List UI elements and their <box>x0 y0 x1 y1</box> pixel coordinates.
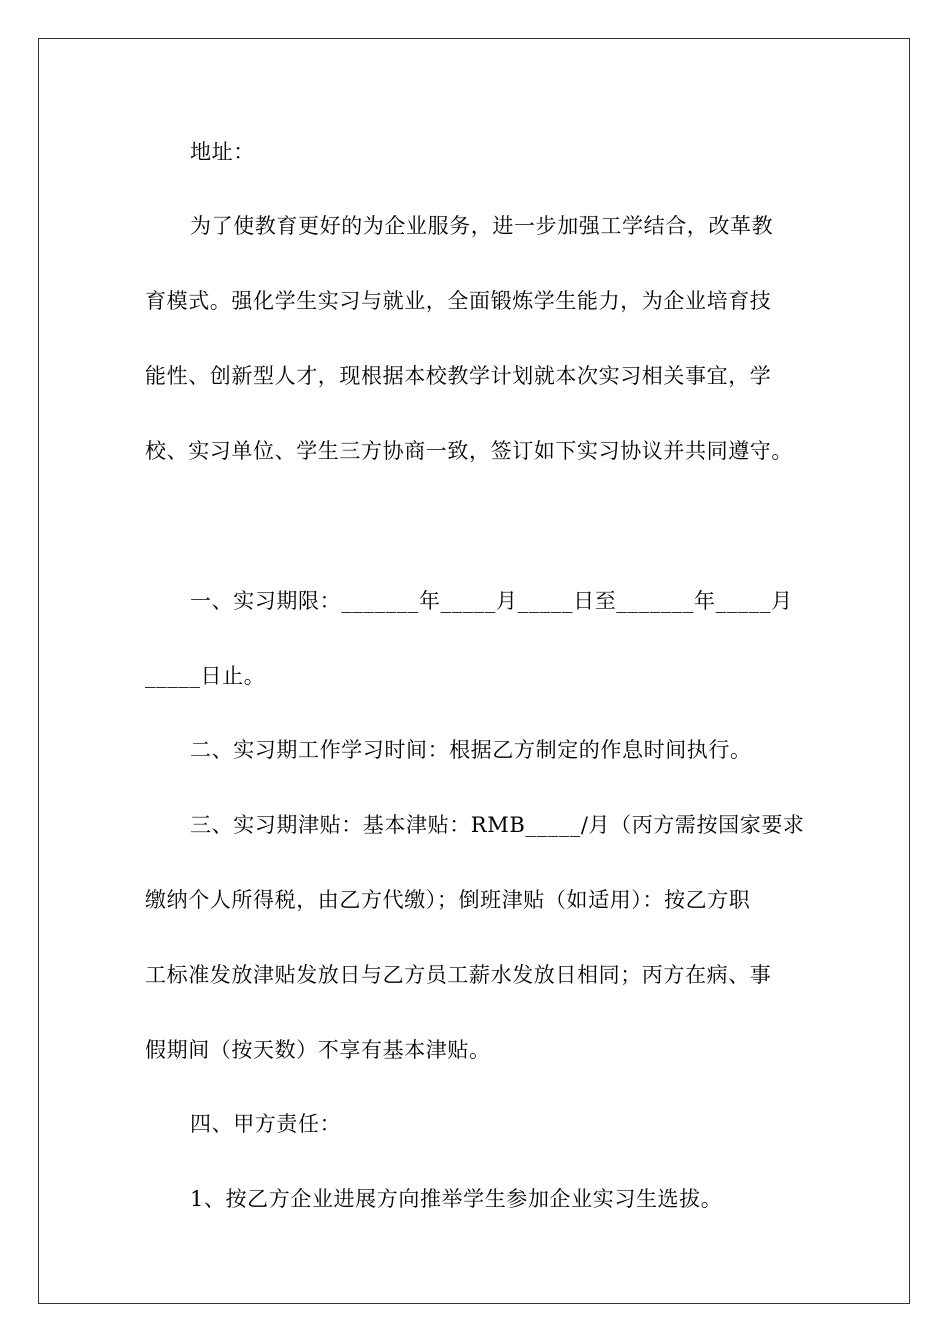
clause-3-line-2: 缴纳个人所得税，由乙方代缴）；倒班津贴（如适用）：按乙方职 <box>145 888 751 912</box>
clause-3-line-4: 假期间（按天数）不享有基本津贴。 <box>145 1038 491 1062</box>
address-label: 地址： <box>190 140 255 164</box>
intro-paragraph-line-3: 能性、创新型人才，现根据本校教学计划就本次实习相关事宜，学 <box>145 364 772 388</box>
clause-1-line-1: 一、实习期限：_______年_____月_____日至_______年_____月 <box>190 589 793 613</box>
clause-3-line-3: 工标准发放津贴发放日与乙方员工薪水发放日相同；丙方在病、事 <box>145 963 772 987</box>
clause-3-line-1: 三、实习期津贴：基本津贴：RMB_____/月（丙方需按国家要求 <box>190 813 805 837</box>
clause-1-line-2: _____日止。 <box>145 664 266 688</box>
intro-paragraph-line-2: 育模式。强化学生实习与就业，全面锻炼学生能力，为企业培育技 <box>145 289 772 313</box>
intro-paragraph-line-4: 校、实习单位、学生三方协商一致，签订如下实习协议并共同遵守。 <box>145 439 793 463</box>
intro-paragraph-line-1: 为了使教育更好的为企业服务，进一步加强工学结合，改革教 <box>190 214 774 238</box>
clause-2: 二、实习期工作学习时间：根据乙方制定的作息时间执行。 <box>190 738 752 762</box>
clause-4-item-1: 1、按乙方企业进展方向推举学生参加企业实习生选拔。 <box>190 1187 723 1211</box>
clause-4-heading: 四、甲方责任： <box>190 1112 342 1136</box>
